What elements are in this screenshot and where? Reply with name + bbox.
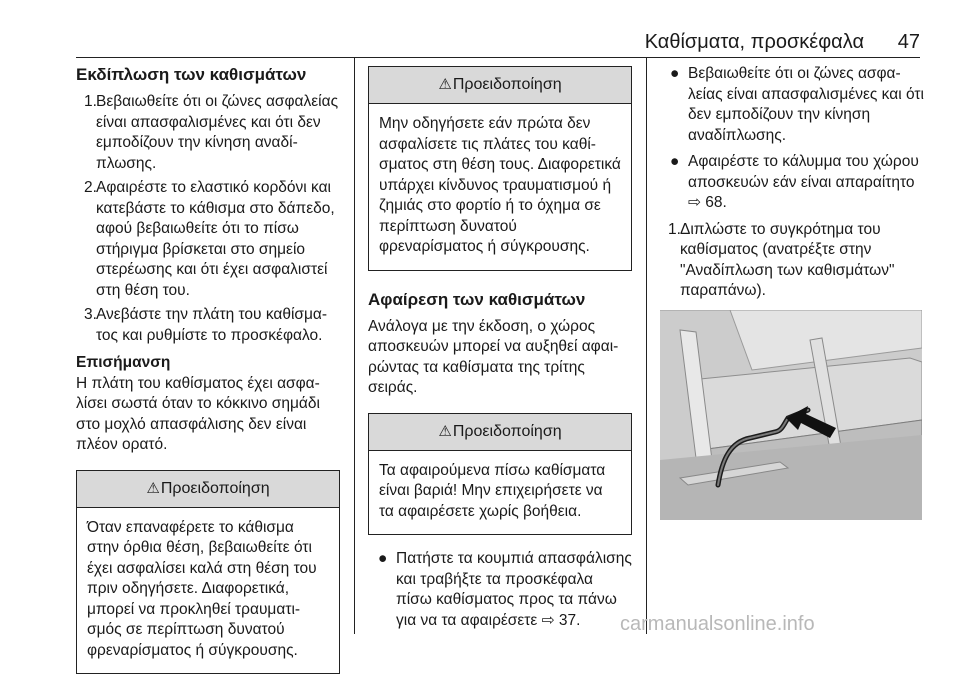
- bullet-item: [368, 549, 632, 631]
- warning-text: Μην οδηγήσετε εάν πρώτα δεν ασφαλίσετε τις πλάτες του καθίσματος στη θέση τους. Διαφορετικά υπάρχει κίνδυνος τραυματισμού ή ζημιάς στο φορτίο ή το όχημα σε περίπτωση δυνατού φρεναρίσματος ή σύγκρουσης.: [369, 104, 631, 270]
- warning-text: Όταν επαναφέρετε το κάθισμα στην όρθια θέση, βεβαιωθείτε ότι έχει ασφαλίσει καλά στη θέση του πριν οδηγήσετε. Διαφορετικά, μπορεί να προκληθεί τραυματισμός σε περίπτωση δυνατού φρεναρίσματος ή σύγκρουσης.: [77, 508, 339, 674]
- warning-triangle-icon: ⚠: [438, 76, 451, 93]
- warning-header: [77, 471, 339, 508]
- step-number: 3.: [84, 305, 97, 326]
- step-item: [76, 178, 340, 301]
- bullet-dot: ●: [378, 549, 387, 570]
- page-header: [0, 0, 960, 58]
- step-number: 1.: [668, 220, 681, 241]
- bullet-item: [660, 152, 928, 214]
- step-text: Βεβαιωθείτε ότι οι ζώνες ασφαλείας είναι απασφαλισμένες και ότι δεν εμποδίζουν την κίνηση αναδίπλωσης.: [96, 93, 338, 172]
- unfold-steps: [76, 92, 340, 346]
- warning-header: [369, 67, 631, 104]
- warning-header: [369, 414, 631, 451]
- step-item: [660, 220, 928, 302]
- warning-title: Προειδοποίηση: [453, 423, 562, 440]
- step-text: Διπλώστε το συγκρότημα του καθίσματος (ανατρέξτε στην "Αναδίπλωση των καθισμάτων" παραπάνω).: [680, 221, 895, 300]
- warning-triangle-icon: ⚠: [438, 423, 451, 440]
- step-item: [76, 92, 340, 174]
- note-text: Η πλάτη του καθίσματος έχει ασφαλίσει σωστά όταν το κόκκινο σημάδι στο μοχλό απασφάλισης δεν είναι πλέον ορατό.: [76, 374, 340, 456]
- prep-bullets: [660, 64, 928, 214]
- bullet-text: Βεβαιωθείτε ότι οι ζώνες ασφαλείας είναι απασφαλισμένες και ότι δεν εμποδίζουν την κίνηση αναδίπλωσης.: [688, 65, 924, 144]
- step-number: 2.: [84, 178, 97, 199]
- warning-box: [76, 470, 340, 674]
- page-number: 47: [898, 30, 920, 54]
- bullet-item: [660, 64, 928, 146]
- warning-text: Τα αφαιρούμενα πίσω καθίσματα είναι βαριά! Μην επιχειρήσετε να τα αφαιρέσετε χωρίς βοήθεια.: [369, 451, 631, 535]
- warning-box: [368, 413, 632, 536]
- warning-title: Προειδοποίηση: [453, 76, 562, 93]
- column-divider-1: [354, 58, 355, 634]
- warning-title: Προειδοποίηση: [161, 480, 270, 497]
- column-2: [368, 64, 632, 637]
- column-divider-2: [646, 58, 647, 634]
- step-number: 1.: [84, 92, 97, 113]
- step-text: Ανεβάστε την πλάτη του καθίσματος και ρυθμίστε το προσκέφαλο.: [96, 306, 327, 344]
- note-title: Επισήμανση: [76, 353, 340, 374]
- fold-steps: [660, 220, 928, 302]
- bullet-text: Πατήστε τα κουμπιά απασφάλισης και τραβήξτε τα προσκέφαλα πίσω καθίσματος προς τα πάνω για να τα αφαιρέσετε ⇨ 37.: [396, 550, 632, 629]
- column-3: [660, 64, 928, 520]
- seat-fold-drawing: [660, 310, 922, 520]
- seat-illustration: [660, 310, 922, 520]
- bullet-text: Αφαιρέστε το κάλυμμα του χώρου αποσκευών εάν είναι απαραίτητο ⇨ 68.: [688, 153, 919, 211]
- remove-bullets: [368, 549, 632, 631]
- warning-box: [368, 66, 632, 271]
- header-divider: [76, 57, 920, 58]
- unfold-seats-heading: Εκδίπλωση των καθισμάτων: [76, 64, 340, 86]
- bullet-dot: ●: [670, 64, 679, 85]
- section-title: Καθίσματα, προσκέφαλα: [645, 30, 864, 54]
- step-item: [76, 305, 340, 346]
- step-text: Αφαιρέστε το ελαστικό κορδόνι και κατεβάστε το κάθισμα στο δάπεδο, αφού βεβαιωθείτε ότι το πίσω στήριγμα βρίσκεται στο σημείο στερέωσης και ότι έχει ασφαλιστεί στη θέση του.: [96, 179, 335, 299]
- watermark: carmanualsonline.info: [620, 612, 815, 636]
- bullet-dot: ●: [670, 152, 679, 173]
- warning-triangle-icon: ⚠: [146, 480, 159, 497]
- column-1: [76, 64, 340, 674]
- remove-seats-heading: Αφαίρεση των καθισμάτων: [368, 289, 632, 311]
- remove-seats-intro: Ανάλογα με την έκδοση, ο χώρος αποσκευών μπορεί να αυξηθεί αφαιρώντας τα καθίσματα της τρίτης σειράς.: [368, 317, 632, 399]
